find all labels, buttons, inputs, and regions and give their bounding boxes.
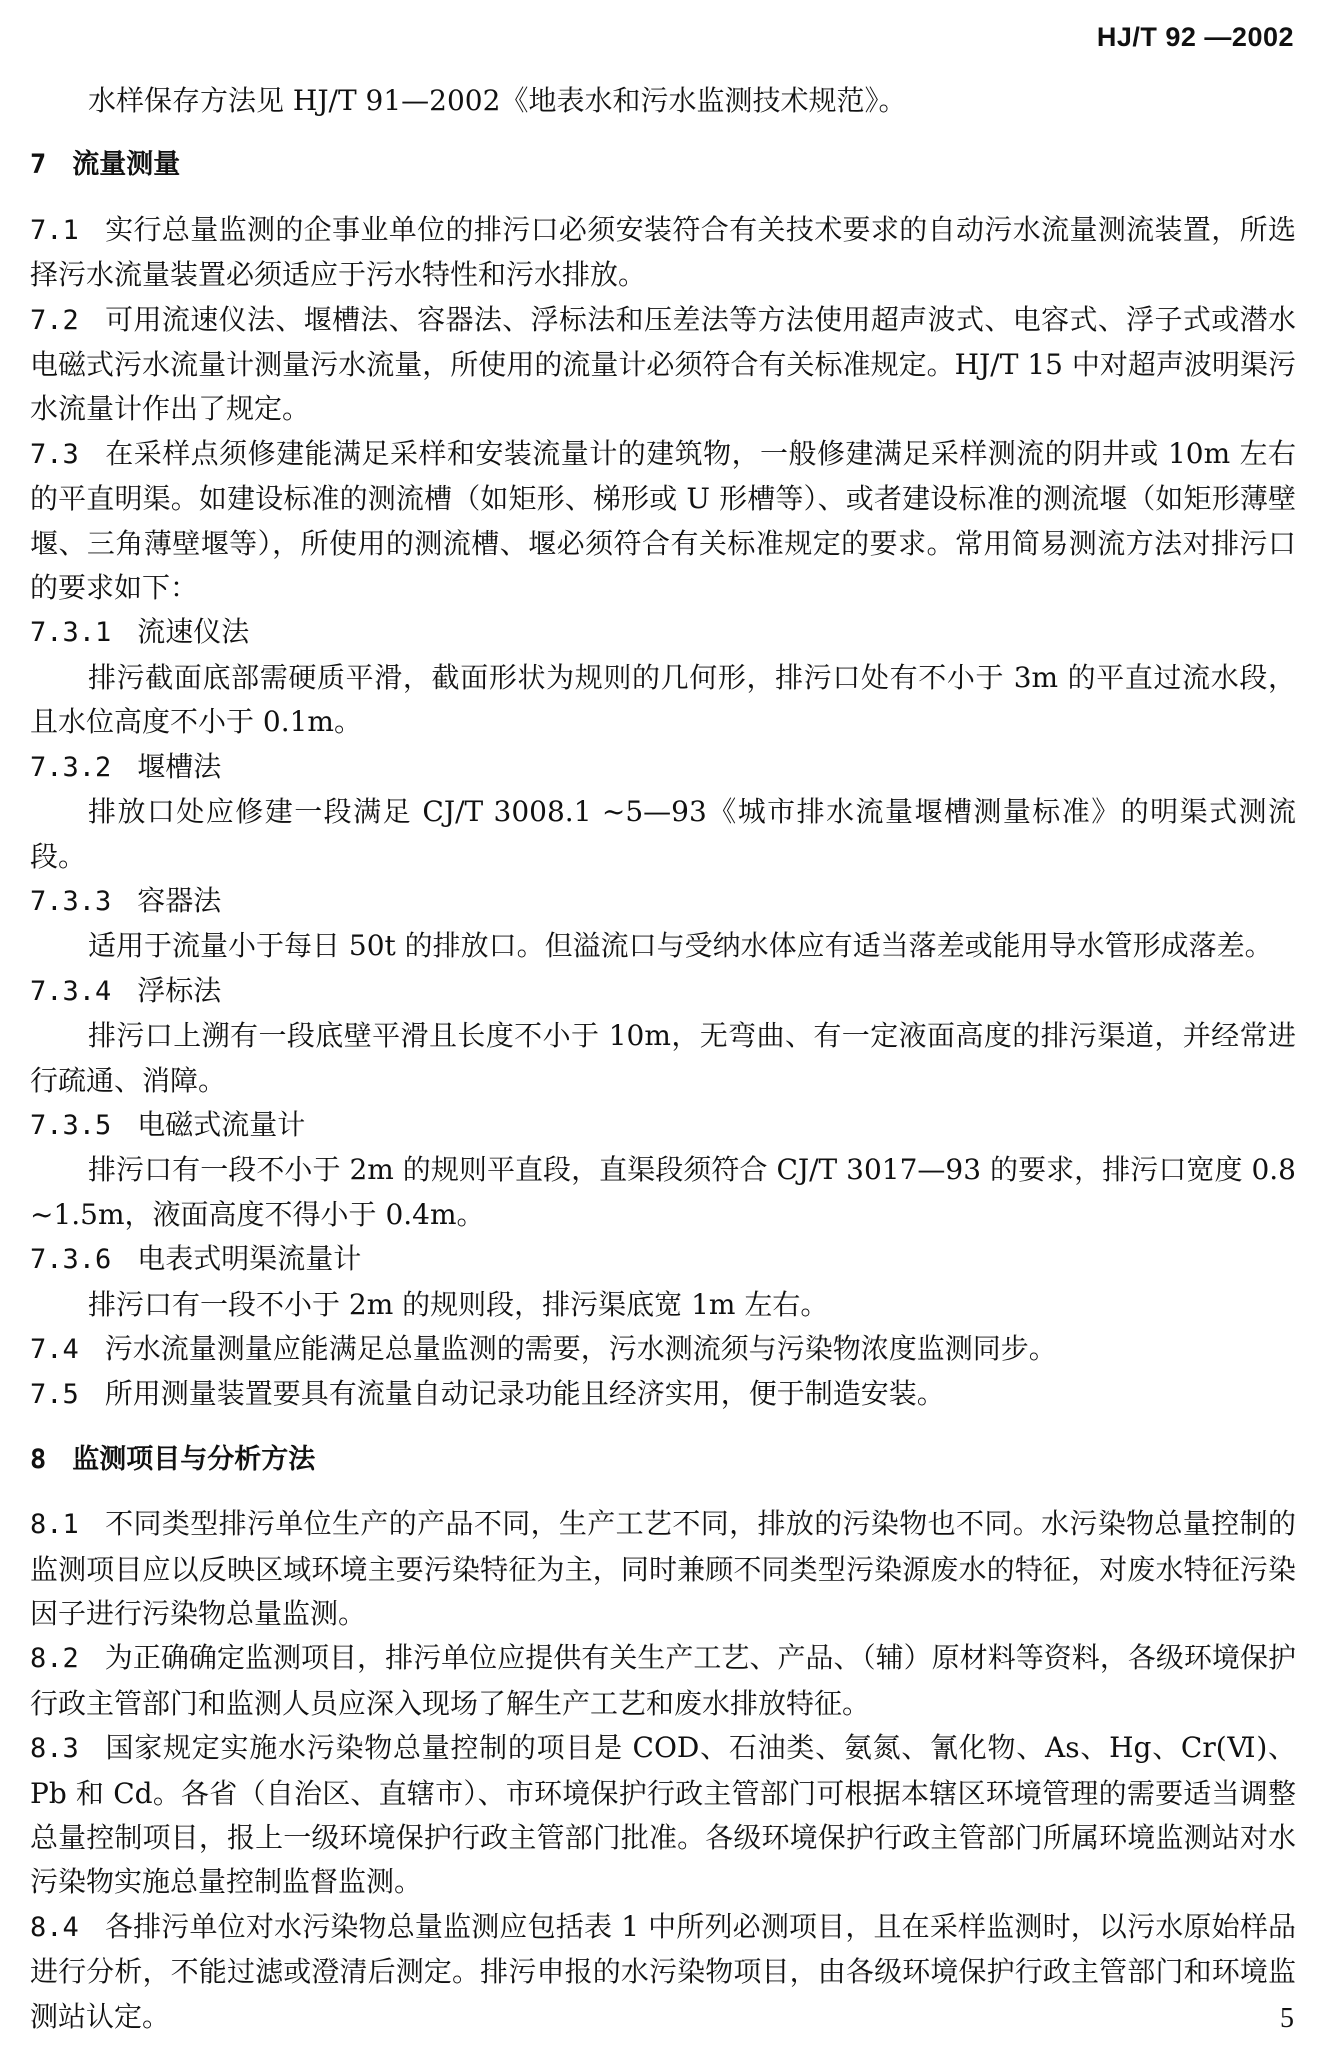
clause-7-3-2-title bbox=[30, 745, 1296, 790]
clause-number: 7.2 bbox=[30, 304, 79, 336]
section-title: 监测项目与分析方法 bbox=[72, 1443, 316, 1475]
clause-7-4 bbox=[30, 1327, 1296, 1372]
clause-number: 7.4 bbox=[30, 1333, 79, 1365]
clause-8-1 bbox=[30, 1502, 1296, 1636]
clause-title: 容器法 bbox=[137, 883, 222, 917]
clause-text: 可用流速仪法、堰槽法、容器法、浮标法和压差法等方法使用超声波式、电容式、浮子式或潜水电磁式污水流量计测量污水流量，所使用的流量计必须符合有关标准规定。HJ/T 15 中对超声波明渠污水流量计作出了规定。 bbox=[30, 302, 1296, 426]
clause-7-3-6-title bbox=[30, 1237, 1296, 1282]
clause-title: 电表式明渠流量计 bbox=[137, 1242, 362, 1276]
clause-number: 8.3 bbox=[30, 1733, 79, 1765]
clause-title: 堰槽法 bbox=[137, 749, 222, 783]
clause-7-3-4-title bbox=[30, 969, 1296, 1014]
clause-number: 7.3.4 bbox=[30, 975, 112, 1007]
section-number: 7 bbox=[30, 149, 47, 181]
clause-title: 浮标法 bbox=[137, 973, 222, 1007]
clause-7-3-3-title bbox=[30, 879, 1296, 924]
clause-number: 7.3 bbox=[30, 438, 79, 470]
clause-number: 7.3.1 bbox=[30, 617, 112, 649]
clause-title: 流速仪法 bbox=[137, 615, 250, 649]
section-number: 8 bbox=[30, 1443, 47, 1475]
clause-number: 7.3.6 bbox=[30, 1244, 112, 1276]
clause-number: 8.4 bbox=[30, 1911, 79, 1943]
intro-paragraph: 水样保存方法见 HJ/T 91—2002《地表水和污水监测技术规范》。 bbox=[88, 84, 907, 117]
clause-7-5 bbox=[30, 1372, 1296, 1417]
page-number: 5 bbox=[1280, 2003, 1294, 2034]
clause-number: 7.5 bbox=[30, 1379, 79, 1411]
clause-7-2 bbox=[30, 298, 1296, 432]
clause-number: 7.3.5 bbox=[30, 1109, 112, 1141]
clause-7-1 bbox=[30, 208, 1296, 298]
section-title: 流量测量 bbox=[72, 149, 181, 181]
clause-number: 7.3.2 bbox=[30, 751, 112, 783]
document-body bbox=[30, 79, 1296, 2039]
clause-7-3-5-title bbox=[30, 1103, 1296, 1148]
clause-7-3-6-text: 排污口有一段不小于 2m 的规则段，排污渠底宽 1m 左右。 bbox=[88, 1287, 829, 1321]
section-7-heading bbox=[30, 143, 1296, 187]
clause-text: 不同类型排污单位生产的产品不同，生产工艺不同，排放的污染物也不同。水污染物总量控制的监测项目应以反映区域环境主要污染特征为主，同时兼顾不同类型污染源废水的特征，对废水特征污染因子进行污染物总量监测。 bbox=[30, 1507, 1296, 1630]
clause-7-3-2-text: 排放口处应修建一段满足 CJ/T 3008.1 ~5—93《城市排水流量堰槽测量标准》的明渠式测流段。 bbox=[30, 795, 1296, 873]
clause-text: 在采样点须修建能满足采样和安装流量计的建筑物，一般修建满足采样测流的阴井或 10m 左右的平直明渠。如建设标准的测流槽（如矩形、梯形或 U 形槽等）、或者建设标准的测流堰（如矩形薄壁堰、三角薄壁堰等），所使用的测流槽、堰必须符合有关标准规定的要求。常用简易测流方法对排污口的要求如下： bbox=[30, 436, 1296, 605]
clause-8-3 bbox=[30, 1726, 1296, 1905]
clause-7-3-1-text: 排污截面底部需硬质平滑，截面形状为规则的几何形，排污口处有不小于 3m 的平直过流水段，且水位高度不小于 0.1m。 bbox=[30, 660, 1296, 739]
clause-text: 实行总量监测的企事业单位的排污口必须安装符合有关技术要求的自动污水流量测流装置，所选择污水流量装置必须适应于污水特性和污水排放。 bbox=[30, 212, 1296, 292]
clause-text: 所用测量装置要具有流量自动记录功能且经济实用，便于制造安装。 bbox=[104, 1377, 945, 1411]
clause-number: 7.1 bbox=[30, 214, 79, 246]
clause-7-3-5-text: 排污口有一段不小于 2m 的规则平直段，直渠段须符合 CJ/T 3017—93 的要求，排污口宽度 0.8 ~1.5m，液面高度不得小于 0.4m。 bbox=[30, 1153, 1296, 1231]
clause-7-3-1-title bbox=[30, 610, 1296, 655]
section-8-heading bbox=[30, 1438, 1296, 1482]
clause-8-2 bbox=[30, 1636, 1296, 1726]
clause-title: 电磁式流量计 bbox=[137, 1107, 306, 1141]
clause-number: 8.2 bbox=[30, 1643, 79, 1675]
clause-text: 污水流量测量应能满足总量监测的需要，污水测流须与污染物浓度监测同步。 bbox=[104, 1331, 1057, 1365]
standard-number: HJ/T 92 —2002 bbox=[1096, 22, 1294, 52]
clause-text: 各排污单位对水污染物总量监测应包括表 1 中所列必测项目，且在采样监测时，以污水原始样品进行分析，不能过滤或澄清后测定。排污申报的水污染物项目，由各级环境保护行政主管部门和环境监测站认定。 bbox=[30, 1909, 1296, 2033]
clause-number: 7.3.3 bbox=[30, 885, 112, 917]
clause-7-3-4-text: 排污口上溯有一段底壁平滑且长度不小于 10m，无弯曲、有一定液面高度的排污渠道，并经常进行疏通、消障。 bbox=[30, 1019, 1296, 1097]
clause-8-4 bbox=[30, 1905, 1296, 2039]
clause-7-3 bbox=[30, 432, 1296, 611]
clause-number: 8.1 bbox=[30, 1509, 79, 1541]
clause-text: 为正确确定监测项目，排污单位应提供有关生产工艺、产品、（辅）原材料等资料，各级环境保护行政主管部门和监测人员应深入现场了解生产工艺和废水排放特征。 bbox=[30, 1641, 1296, 1720]
clause-text: 国家规定实施水污染物总量控制的项目是 COD、石油类、氨氮、氰化物、As、Hg、Cr(Ⅵ)、Pb 和 Cd。各省（自治区、直辖市）、市环境保护行政主管部门可根据本辖区环境管理的需要适当调整总量控制项目，报上一级环境保护行政主管部门批准。各级环境保护行政主管部门所属环境监测站对水污染物实施总量控制监督监测。 bbox=[30, 1731, 1296, 1899]
clause-7-3-3-text: 适用于流量小于每日 50t 的排放口。但溢流口与受纳水体应有适当落差或能用导水管形成落差。 bbox=[88, 929, 1273, 963]
